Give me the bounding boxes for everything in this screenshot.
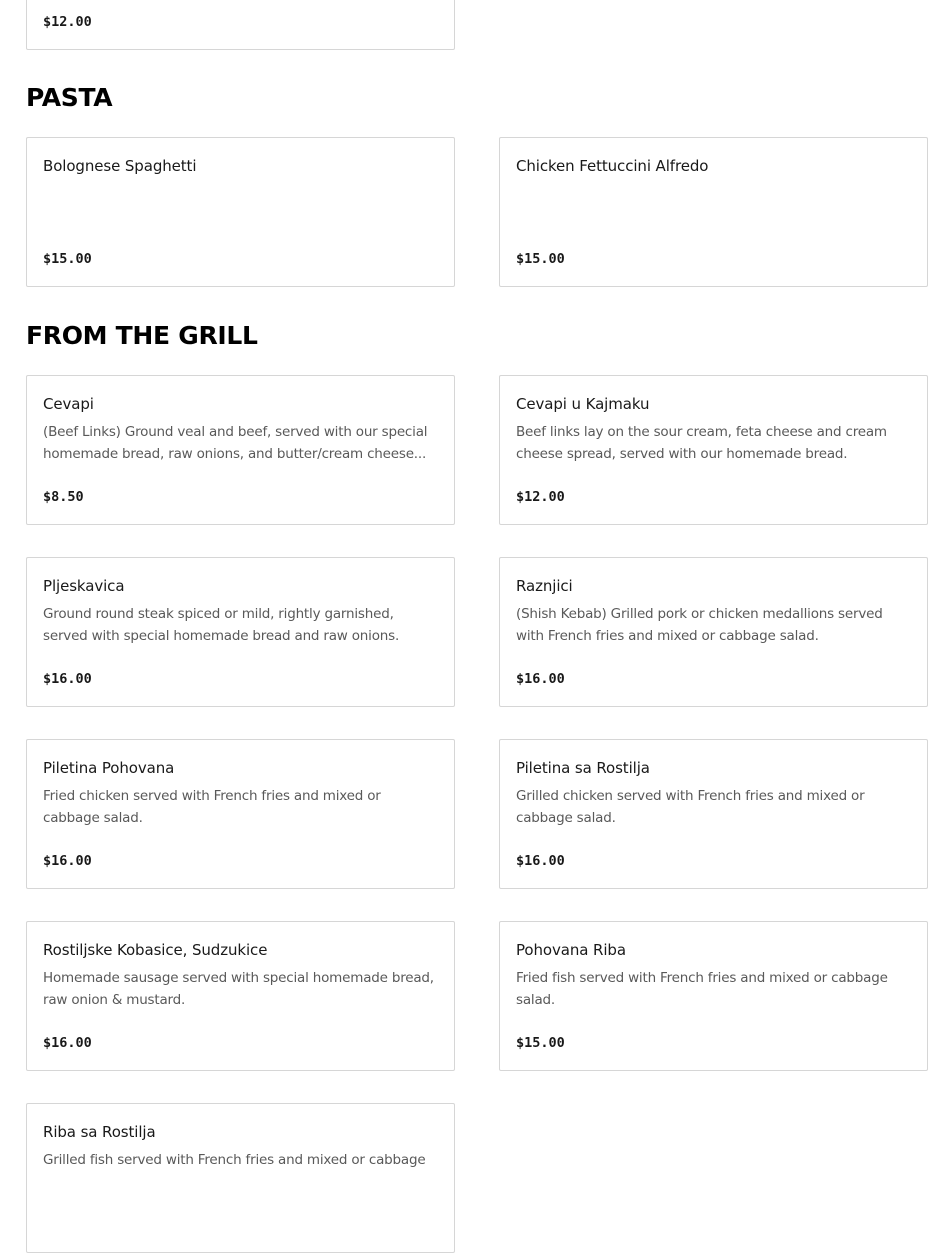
menu-item-name: Pohovana Riba [516,941,626,959]
menu-item-card[interactable] [499,557,928,707]
menu-item-card[interactable] [499,375,928,525]
menu-item-card[interactable] [26,921,455,1071]
menu-item-card[interactable] [26,137,455,287]
menu-item-card[interactable] [26,557,455,707]
menu-item-price: $16.00 [43,1035,92,1051]
menu-item-price: $15.00 [516,1035,565,1051]
menu-item-description: (Beef Links) Ground veal and beef, served with our special homemade bread, raw onions, and butter/cream cheese... [43,424,428,462]
menu-item-card[interactable] [499,921,928,1071]
menu-item-name: Chicken Fettuccini Alfredo [516,157,709,175]
menu-item-price: $15.00 [43,251,92,267]
menu-item-name: Raznjici [516,577,573,595]
menu-item-card[interactable] [499,137,928,287]
menu-item-description: Homemade sausage served with special homemade bread, raw onion & mustard. [43,970,434,1008]
menu-item-name: Pljeskavica [43,577,125,595]
menu-item-price: $16.00 [516,671,565,687]
menu-item-price: $16.00 [43,853,92,869]
menu-item-name: Riba sa Rostilja [43,1123,156,1141]
menu-item-price: $8.50 [43,489,84,505]
menu-item-description: Fried fish served with French fries and mixed or cabbage salad. [516,970,888,1008]
menu-item-name: Piletina sa Rostilja [516,759,650,777]
menu-item-price: $15.00 [516,251,565,267]
menu-item-description: Fried chicken served with French fries and mixed or cabbage salad. [43,788,381,826]
menu-item-card[interactable] [26,0,455,50]
menu-item-description: Grilled chicken served with French fries and mixed or cabbage salad. [516,788,865,826]
section-heading-pasta: PASTA [26,83,113,112]
menu-item-price: $16.00 [43,671,92,687]
menu-item-card[interactable] [26,375,455,525]
menu-item-description: Grilled fish served with French fries and mixed or cabbage [43,1152,426,1168]
menu-item-name: Cevapi u Kajmaku [516,395,650,413]
menu-item-name: Rostiljske Kobasice, Sudzukice [43,941,268,959]
menu-item-description: Ground round steak spiced or mild, rightly garnished, served with special homemade bread and raw onions. [43,606,400,644]
menu-item-card[interactable] [499,739,928,889]
menu-item-name: Cevapi [43,395,94,413]
menu-item-price: $12.00 [43,14,92,30]
menu-item-price: $16.00 [516,853,565,869]
menu-item-name: Piletina Pohovana [43,759,175,777]
menu-item-name: Bolognese Spaghetti [43,157,197,175]
menu-item-card[interactable] [26,1103,455,1253]
menu-item-description: (Shish Kebab) Grilled pork or chicken medallions served with French fries and mixed or cabbage salad. [516,606,883,644]
section-heading-from-the-grill: FROM THE GRILL [26,321,258,350]
menu-item-card[interactable] [26,739,455,889]
menu-item-price: $12.00 [516,489,565,505]
menu-item-description: Beef links lay on the sour cream, feta cheese and cream cheese spread, served with our homemade bread. [516,424,887,462]
